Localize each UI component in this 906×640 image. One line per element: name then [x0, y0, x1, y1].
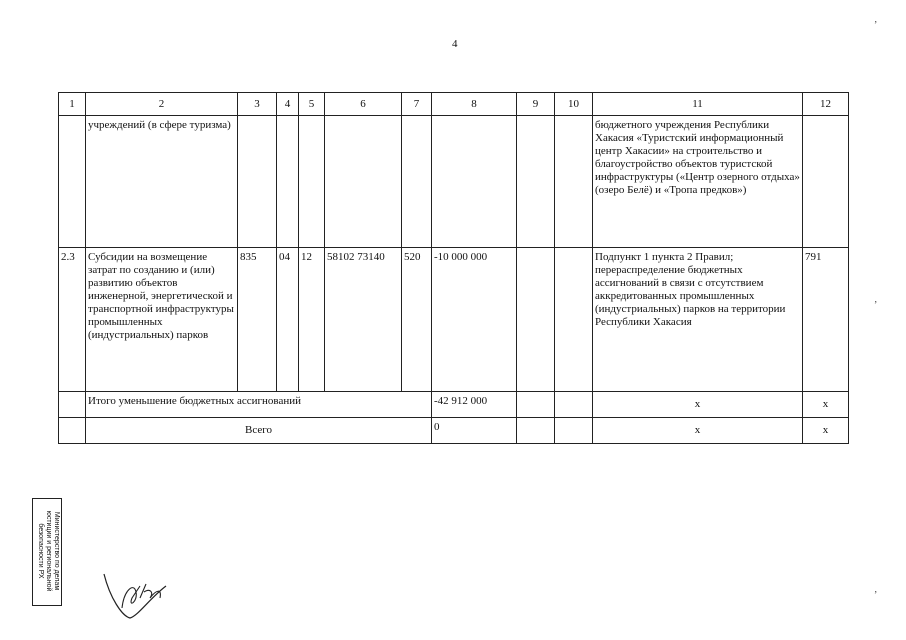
stamp-text: Министерство по делам юстиции и региональной безопасности РХ [37, 510, 60, 592]
header-cell: 7 [402, 93, 432, 116]
total-decrease-label: Итого уменьшение бюджетных ассигнований [86, 392, 432, 418]
header-cell: 5 [299, 93, 325, 116]
cell-subsection: 12 [299, 248, 325, 392]
cell-section: 04 [277, 248, 299, 392]
scan-mark: ‚ [874, 14, 878, 25]
header-cell: 12 [803, 93, 849, 116]
signature [100, 568, 180, 624]
scan-mark: ‚ [874, 584, 878, 595]
header-cell: 1 [59, 93, 86, 116]
header-cell: 10 [555, 93, 593, 116]
table-row-total-decrease [59, 392, 849, 418]
cell-basis: Подпункт 1 пункта 2 Правил; перераспределение бюджетных ассигнований в связи с отсутствием аккредитованных промышленных (индустриальных) парков на территории Республики Хакасия [593, 248, 803, 392]
cell-description: Субсидии на возмещение затрат по созданию и (или) развитию объектов инженерной, энергетической и транспортной инфраструктуры промышленных (индустриальных) парков [86, 248, 238, 392]
total-decrease-col11: x [593, 392, 803, 418]
cell-amount: -10 000 000 [432, 248, 517, 392]
header-cell: 11 [593, 93, 803, 116]
grand-total-label: Всего [86, 418, 432, 444]
table-header-row [59, 93, 849, 116]
header-cell: 4 [277, 93, 299, 116]
header-cell: 9 [517, 93, 555, 116]
cell-number: 2.3 [59, 248, 86, 392]
scan-mark: ‚ [874, 294, 878, 305]
cell-code: 791 [803, 248, 849, 392]
total-decrease-value: -42 912 000 [432, 392, 517, 418]
table-row-grand-total [59, 418, 849, 444]
header-cell: 3 [238, 93, 277, 116]
cell-description: учреждений (в сфере туризма) [86, 116, 238, 248]
grand-total-value: 0 [432, 418, 517, 444]
header-cell: 6 [325, 93, 402, 116]
page-number: 4 [452, 38, 458, 50]
table-row-2-3 [59, 248, 849, 392]
budget-table [58, 92, 849, 444]
table-row-continued [59, 116, 849, 248]
header-cell: 8 [432, 93, 517, 116]
cell-expense-type: 520 [402, 248, 432, 392]
grand-total-col12: x [803, 418, 849, 444]
total-decrease-col12: x [803, 392, 849, 418]
grand-total-col11: x [593, 418, 803, 444]
cell-basis: бюджетного учреждения Республики Хакасия «Туристский информационный центр Хакасии» на строительство и благоустройство объектов туристской инфраструктуры («Центр озерного отдыха» (озеро Белё) и «Тропа предков») [593, 116, 803, 248]
cell-ministry-code: 835 [238, 248, 277, 392]
header-cell: 2 [86, 93, 238, 116]
cell-target-article: 58102 73140 [325, 248, 402, 392]
